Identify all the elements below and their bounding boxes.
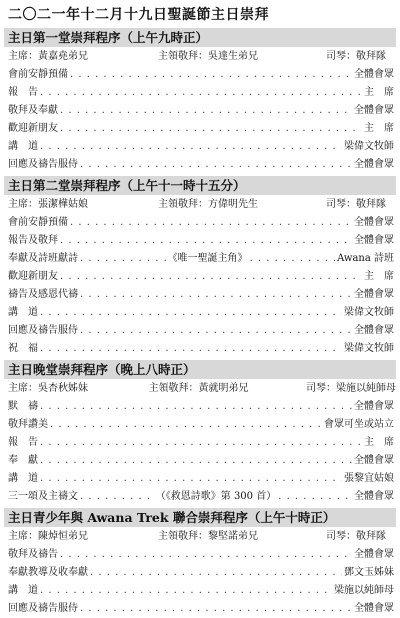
- program-item: 歡迎新朋友: [8, 271, 58, 282]
- chair-name: 主席：黃嘉堯弟兄: [8, 51, 88, 62]
- program-item: 敬拜及禱告: [8, 549, 58, 560]
- dot-leader: [50, 416, 322, 434]
- service-sections: [4, 28, 396, 618]
- section-heading: 主日第二堂崇拜程序（上午十一時十五分）: [4, 176, 396, 195]
- dot-leader: [70, 66, 352, 84]
- program-item: 三一頌及主禱文: [8, 491, 78, 502]
- dot-leader: [80, 600, 352, 618]
- dot-leader: [40, 582, 332, 600]
- program-item: 講 道: [8, 307, 38, 318]
- dot-leader: [40, 452, 352, 470]
- program-item: 歡迎新朋友: [8, 123, 58, 134]
- program-item: 奉獻及詩班獻詩: [8, 253, 78, 264]
- chair-name: 主席：陳焯恒弟兄: [8, 531, 88, 542]
- program-row: [4, 488, 396, 506]
- program-responsible: 主 席: [364, 87, 394, 98]
- program-row: [4, 470, 396, 488]
- dot-leader: [40, 470, 342, 488]
- program-item: 回應及禱告服侍: [8, 325, 78, 336]
- dot-leader: [70, 214, 352, 232]
- program-row: [4, 66, 396, 84]
- dot-leader: [60, 546, 352, 564]
- program-row: [4, 304, 396, 322]
- dot-leader: [80, 156, 352, 174]
- service-section: [4, 508, 396, 618]
- program-row: [4, 564, 396, 582]
- dot-leader: [80, 488, 154, 506]
- dot-leader: [80, 286, 352, 304]
- program-item: 會前安靜預備: [8, 69, 68, 80]
- service-section: [4, 28, 396, 174]
- worship-leader-name: 主領敬拜：吳達生弟兄: [158, 51, 258, 62]
- program-responsible: 全體會眾: [354, 235, 394, 246]
- section-heading: 主日青少年與 Awana Trek 聯合崇拜程序（上午十時正）: [4, 508, 396, 527]
- program-responsible: 主 席: [364, 271, 394, 282]
- program-responsible: 全體會眾: [353, 491, 394, 502]
- program-item: 祝 福: [8, 343, 38, 354]
- officiants-line: [4, 380, 396, 398]
- program-responsible: 鄧文玉姊妹: [344, 567, 394, 578]
- program-hymn: 《唯一聖誕主角》: [167, 253, 248, 264]
- program-responsible: 主 席: [364, 437, 394, 448]
- service-section: [4, 176, 396, 358]
- program-row: [4, 250, 396, 268]
- program-responsible: 全體會眾: [354, 105, 394, 116]
- program-item: 報告及敬拜: [8, 235, 58, 246]
- officiants-line: [4, 196, 396, 214]
- program-row: [4, 340, 396, 358]
- pianist-name: 司琴：敬拜隊: [326, 531, 386, 542]
- program-responsible: 梁偉文牧師: [344, 307, 394, 318]
- program-item: 講 道: [8, 473, 38, 484]
- program-item: 默 禱: [8, 401, 38, 412]
- program-responsible: 主 席: [364, 123, 394, 134]
- program-row: [4, 600, 396, 618]
- program-item: 禱告及感恩代禱: [8, 289, 78, 300]
- program-item: 報 告: [8, 437, 38, 448]
- program-row: [4, 138, 396, 156]
- chair-name: 主席：張潔樺姑娘: [8, 199, 88, 210]
- dot-leader: [80, 322, 352, 340]
- worship-leader-name: 主領敬拜：黃就明弟兄: [148, 383, 249, 394]
- dot-leader: [60, 120, 362, 138]
- program-responsible: 全體會眾: [354, 603, 394, 614]
- pianist-name: 司琴：敬拜隊: [326, 199, 386, 210]
- officiants-line: [4, 48, 396, 66]
- program-row: [4, 120, 396, 138]
- program-item: 回應及禱告服侍: [8, 603, 78, 614]
- program-responsible: 全體會眾: [354, 289, 394, 300]
- program-row: [4, 232, 396, 250]
- program-responsible: 全體會眾: [354, 159, 394, 170]
- pianist-name: 司琴：梁施以純師母: [306, 383, 396, 394]
- dot-leader: [40, 84, 362, 102]
- program-row: [4, 546, 396, 564]
- dot-leader: [250, 250, 336, 268]
- program-row: [4, 84, 396, 102]
- program-row: [4, 398, 396, 416]
- program-responsible: 全體會眾: [354, 549, 394, 560]
- page-title: 二〇二一年十二月十九日聖誕節主日崇拜: [8, 7, 269, 23]
- dot-leader: [80, 250, 166, 268]
- program-row: [4, 268, 396, 286]
- dot-leader: [60, 232, 352, 250]
- program-item: 講 道: [8, 141, 38, 152]
- section-heading: 主日晚堂崇拜程序（晚上八時正）: [4, 360, 396, 379]
- dot-leader: [40, 398, 352, 416]
- dot-leader: [40, 304, 342, 322]
- program-responsible: 梁偉文牧師: [344, 141, 394, 152]
- program-hymn: （《救恩詩歌》第 300 首）: [155, 491, 277, 502]
- dot-leader: [40, 340, 342, 358]
- service-section: [4, 360, 396, 506]
- program-responsible: 張黎宜姑娘: [344, 473, 394, 484]
- program-responsible: Awana 詩班: [337, 253, 394, 264]
- dot-leader: [40, 138, 342, 156]
- dot-leader: [60, 102, 352, 120]
- program-row: [4, 214, 396, 232]
- program-item: 奉獻教導及收奉獻: [8, 567, 88, 578]
- program-item: 講 道: [8, 585, 38, 596]
- program-item: 報 告: [8, 87, 38, 98]
- program-item: 敬拜讚美: [8, 419, 48, 430]
- program-responsible: 全體會眾: [354, 69, 394, 80]
- program-row: [4, 102, 396, 120]
- section-heading: 主日第一堂崇拜程序（上午九時正）: [4, 28, 396, 47]
- program-row: [4, 582, 396, 600]
- dot-leader: [40, 434, 362, 452]
- pianist-name: 司琴：敬拜隊: [326, 51, 386, 62]
- program-responsible: 全體會眾: [354, 325, 394, 336]
- program-item: 回應及禱告服侍: [8, 159, 78, 170]
- program-responsible: 全體會眾: [354, 217, 394, 228]
- program-row: [4, 416, 396, 434]
- program-row: [4, 156, 396, 174]
- program-row: [4, 286, 396, 304]
- dot-leader: [60, 268, 362, 286]
- program-responsible: 全體會眾: [354, 455, 394, 466]
- program-item: 會前安靜預備: [8, 217, 68, 228]
- dot-leader: [278, 488, 352, 506]
- dot-leader: [90, 564, 342, 582]
- program-row: [4, 322, 396, 340]
- program-responsible: 全體會眾: [354, 401, 394, 412]
- program-row: [4, 452, 396, 470]
- worship-leader-name: 主領敬拜：方偉明先生: [158, 199, 258, 210]
- program-item: 奉 獻: [8, 455, 38, 466]
- program-responsible: 會眾可坐或站立: [324, 419, 394, 430]
- program-row: [4, 434, 396, 452]
- program-item: 敬拜及奉獻: [8, 105, 58, 116]
- chair-name: 主席：吳杏秋姊妹: [8, 383, 88, 394]
- program-responsible: 梁偉文牧師: [344, 343, 394, 354]
- officiants-line: [4, 528, 396, 546]
- program-responsible: 梁施以純師母: [334, 585, 394, 596]
- worship-leader-name: 主領敬拜：黎堅諾弟兄: [158, 531, 258, 542]
